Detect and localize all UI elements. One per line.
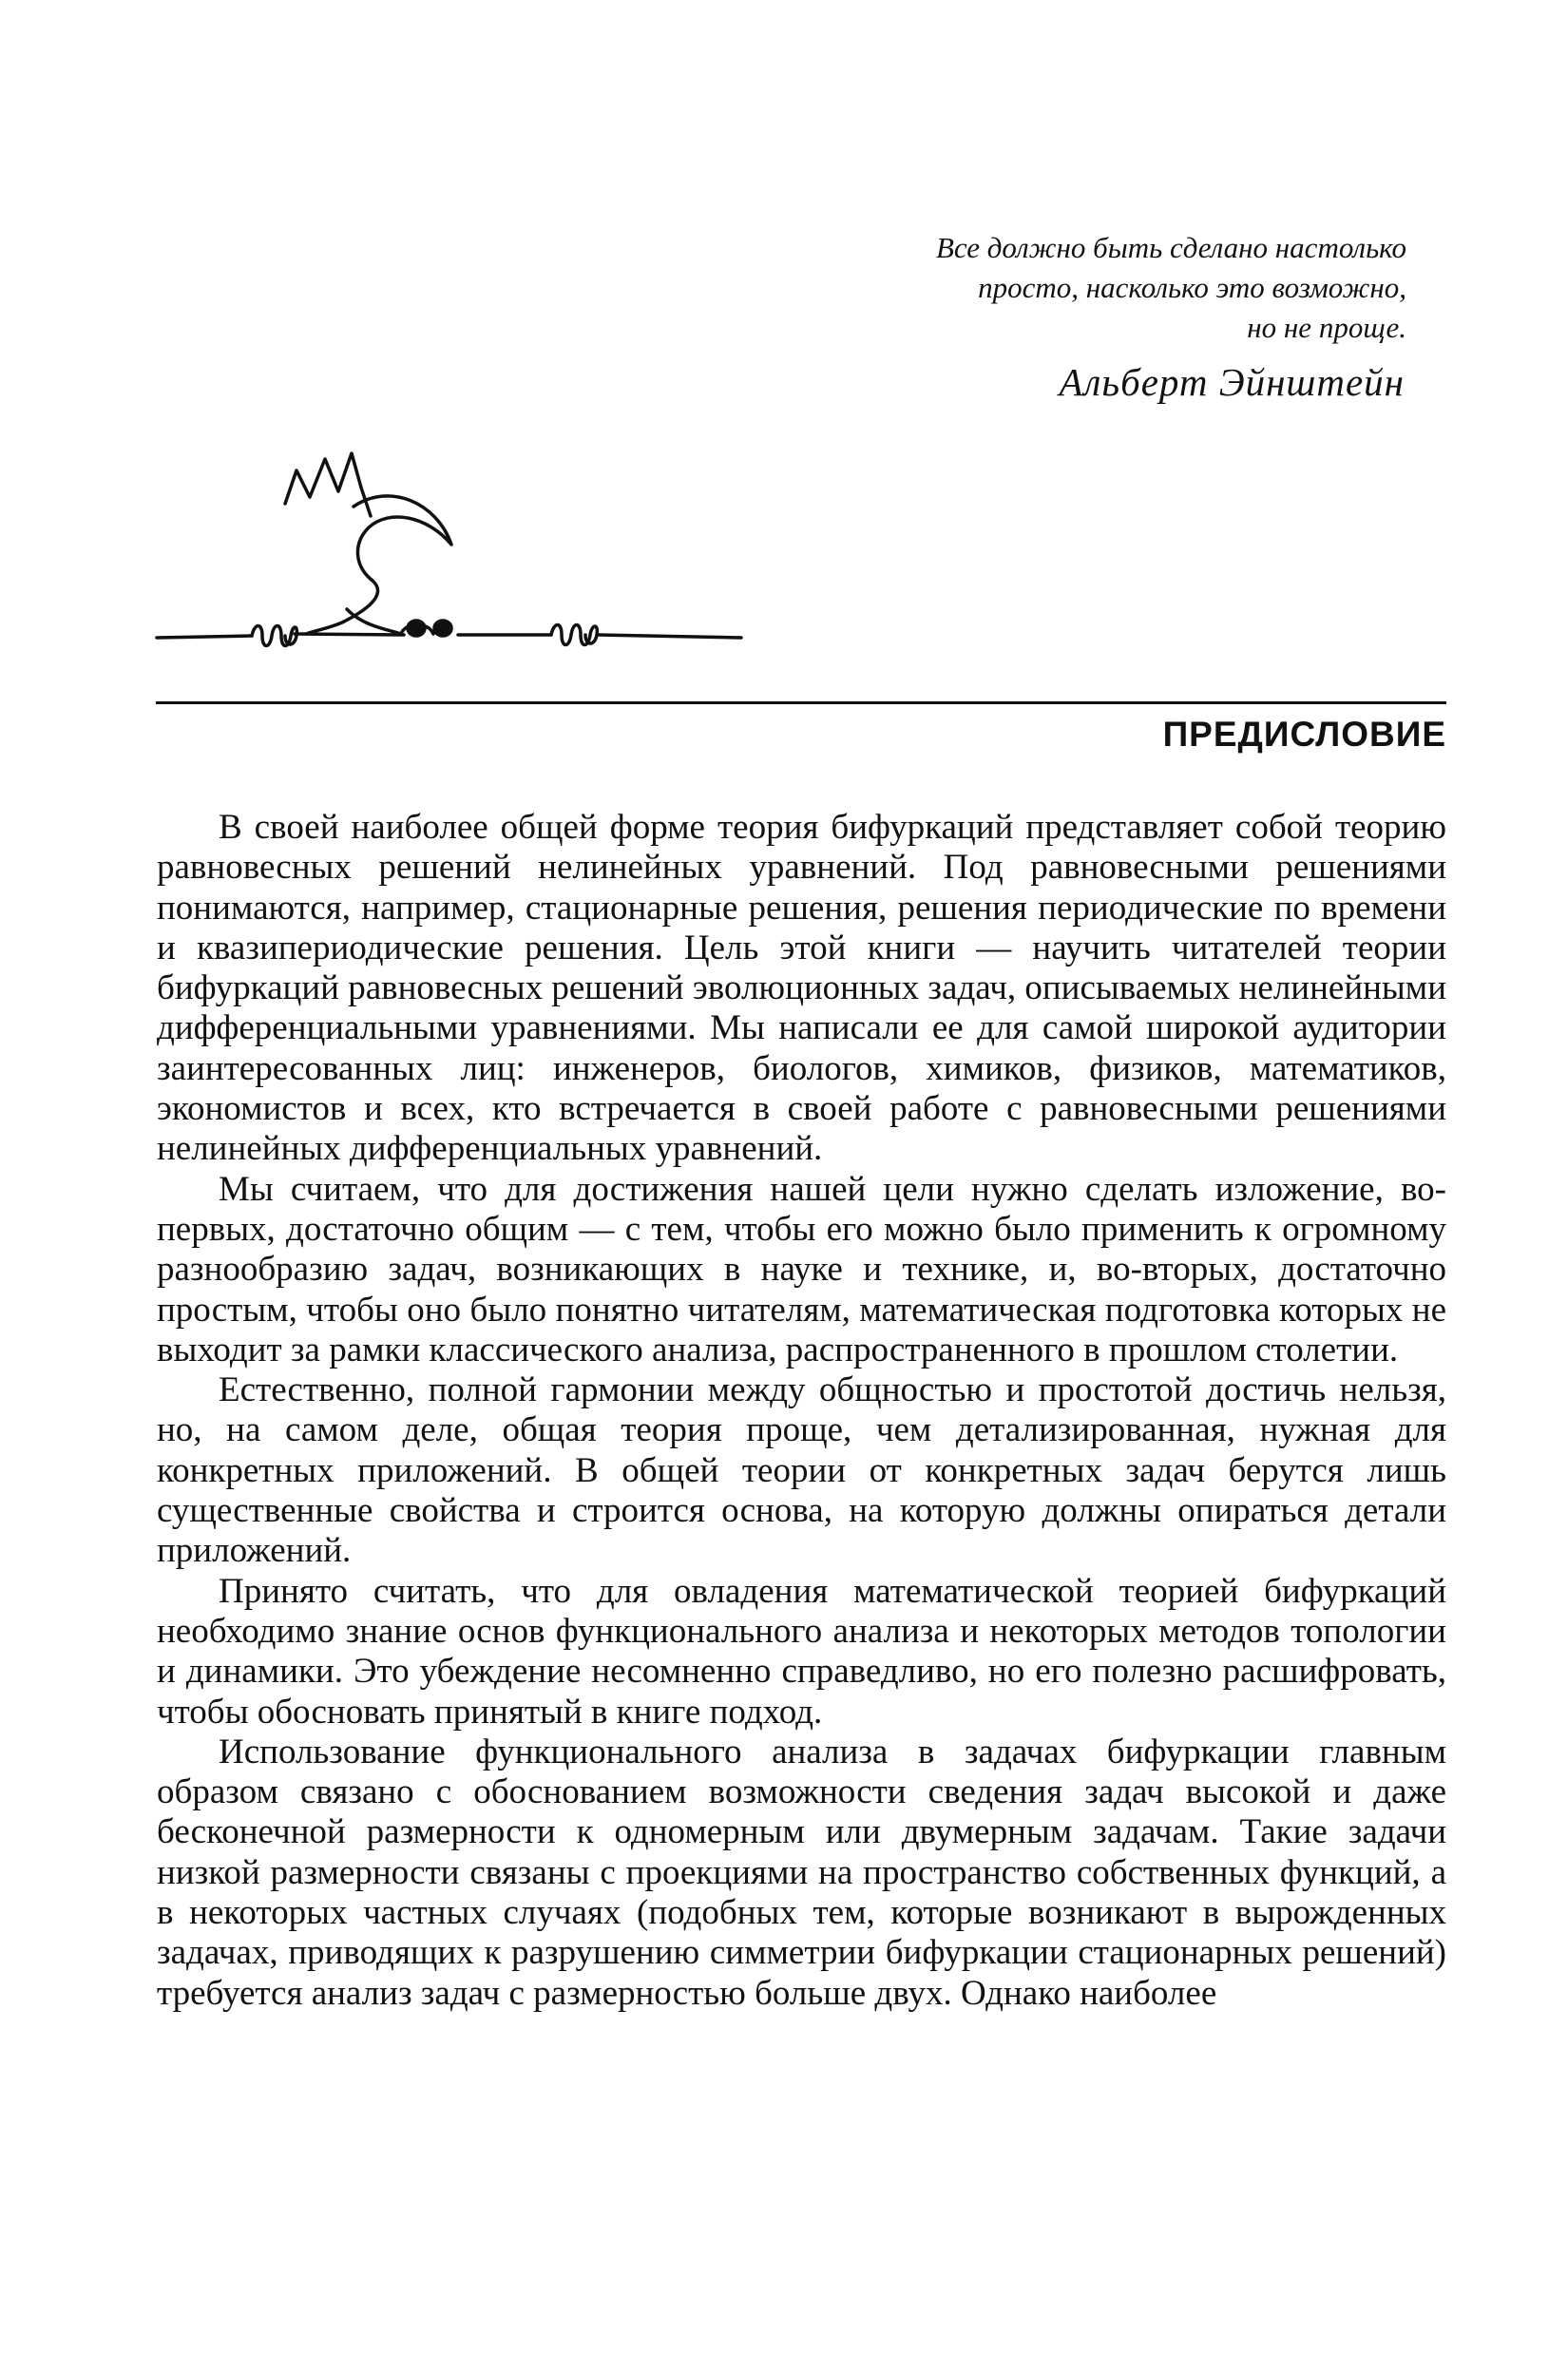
paragraph: Принято считать, что для овладения математической теорией бифуркаций необходимо знание основ функционального анализа и некоторых методов топологии и динамики. Это убеждение несомненно справедливо, но его полезно расшифровать, чтобы обосновать принятый в книге подход.: [157, 1571, 1446, 1732]
paragraph: В своей наиболее общей форме теория бифуркаций представляет собой теорию равновесных решений нелинейных уравнений. Под равновесными решениями понимаются, например, стационарные решения, решения периодические по времени и квазипериодические решения. Цель этой книги — научить читателей теории бифуркаций равновесных решений эволюционных задач, описываемых нелинейными дифференциальными уравнениями. Мы написали ее для самой широкой аудитории заинтересованных лиц: инженеров, биологов, химиков, физиков, математиков, экономистов и всех, кто встречается в своей работе с равновесными решениями нелинейных дифференциальных уравнений.: [157, 808, 1446, 1169]
epigraph-author: Альберт Эйнштейн: [1059, 360, 1405, 404]
title-rule: [156, 701, 1446, 704]
chapter-title: ПРЕДИСЛОВИЕ: [1162, 715, 1446, 754]
epigraph-line: просто, насколько это возможно,: [978, 271, 1406, 304]
epigraph: [741, 228, 1406, 348]
body-text: [157, 808, 1446, 2014]
epigraph-line: но не проще.: [1247, 311, 1406, 344]
paragraph: Естественно, полной гармонии между общностью и простотой достичь нельзя, но, на самом деле, общая теория проще, чем детализированная, нужная для конкретных приложений. В общей теории от конкретных задач берутся лишь существенные свойства и строится основа, на которую должны опираться детали приложений.: [157, 1370, 1446, 1571]
paragraph: Мы считаем, что для достижения нашей цели нужно сделать изложение, во-первых, достаточно общим — с тем, чтобы его можно было применить к огромному разнообразию задач, возникающих в науке и технике, и, во-вторых, достаточно простым, чтобы оно было понятно читателям, математическая подготовка которых не выходит за рамки классического анализа, распространенного в прошлом столетии.: [157, 1169, 1446, 1369]
epigraph-line: Все должно быть сделано настолько: [935, 231, 1406, 264]
paragraph: Использование функционального анализа в задачах бифуркации главным образом связано с обоснованием возможности сведения задач высокой и даже бесконечной размерности к одномерным или двумерным задачам. Такие задачи низкой размерности связаны с проекциями на пространство собственных функций, а в некоторых частных случаях (подобных тем, которые возникают в вырожденных задачах, приводящих к разрушению симметрии бифуркации стационарных решений) требуется анализ задач с размерностью больше двух. Однако наиболее: [157, 1732, 1446, 2013]
serpent-over-rope-icon: [152, 423, 751, 661]
